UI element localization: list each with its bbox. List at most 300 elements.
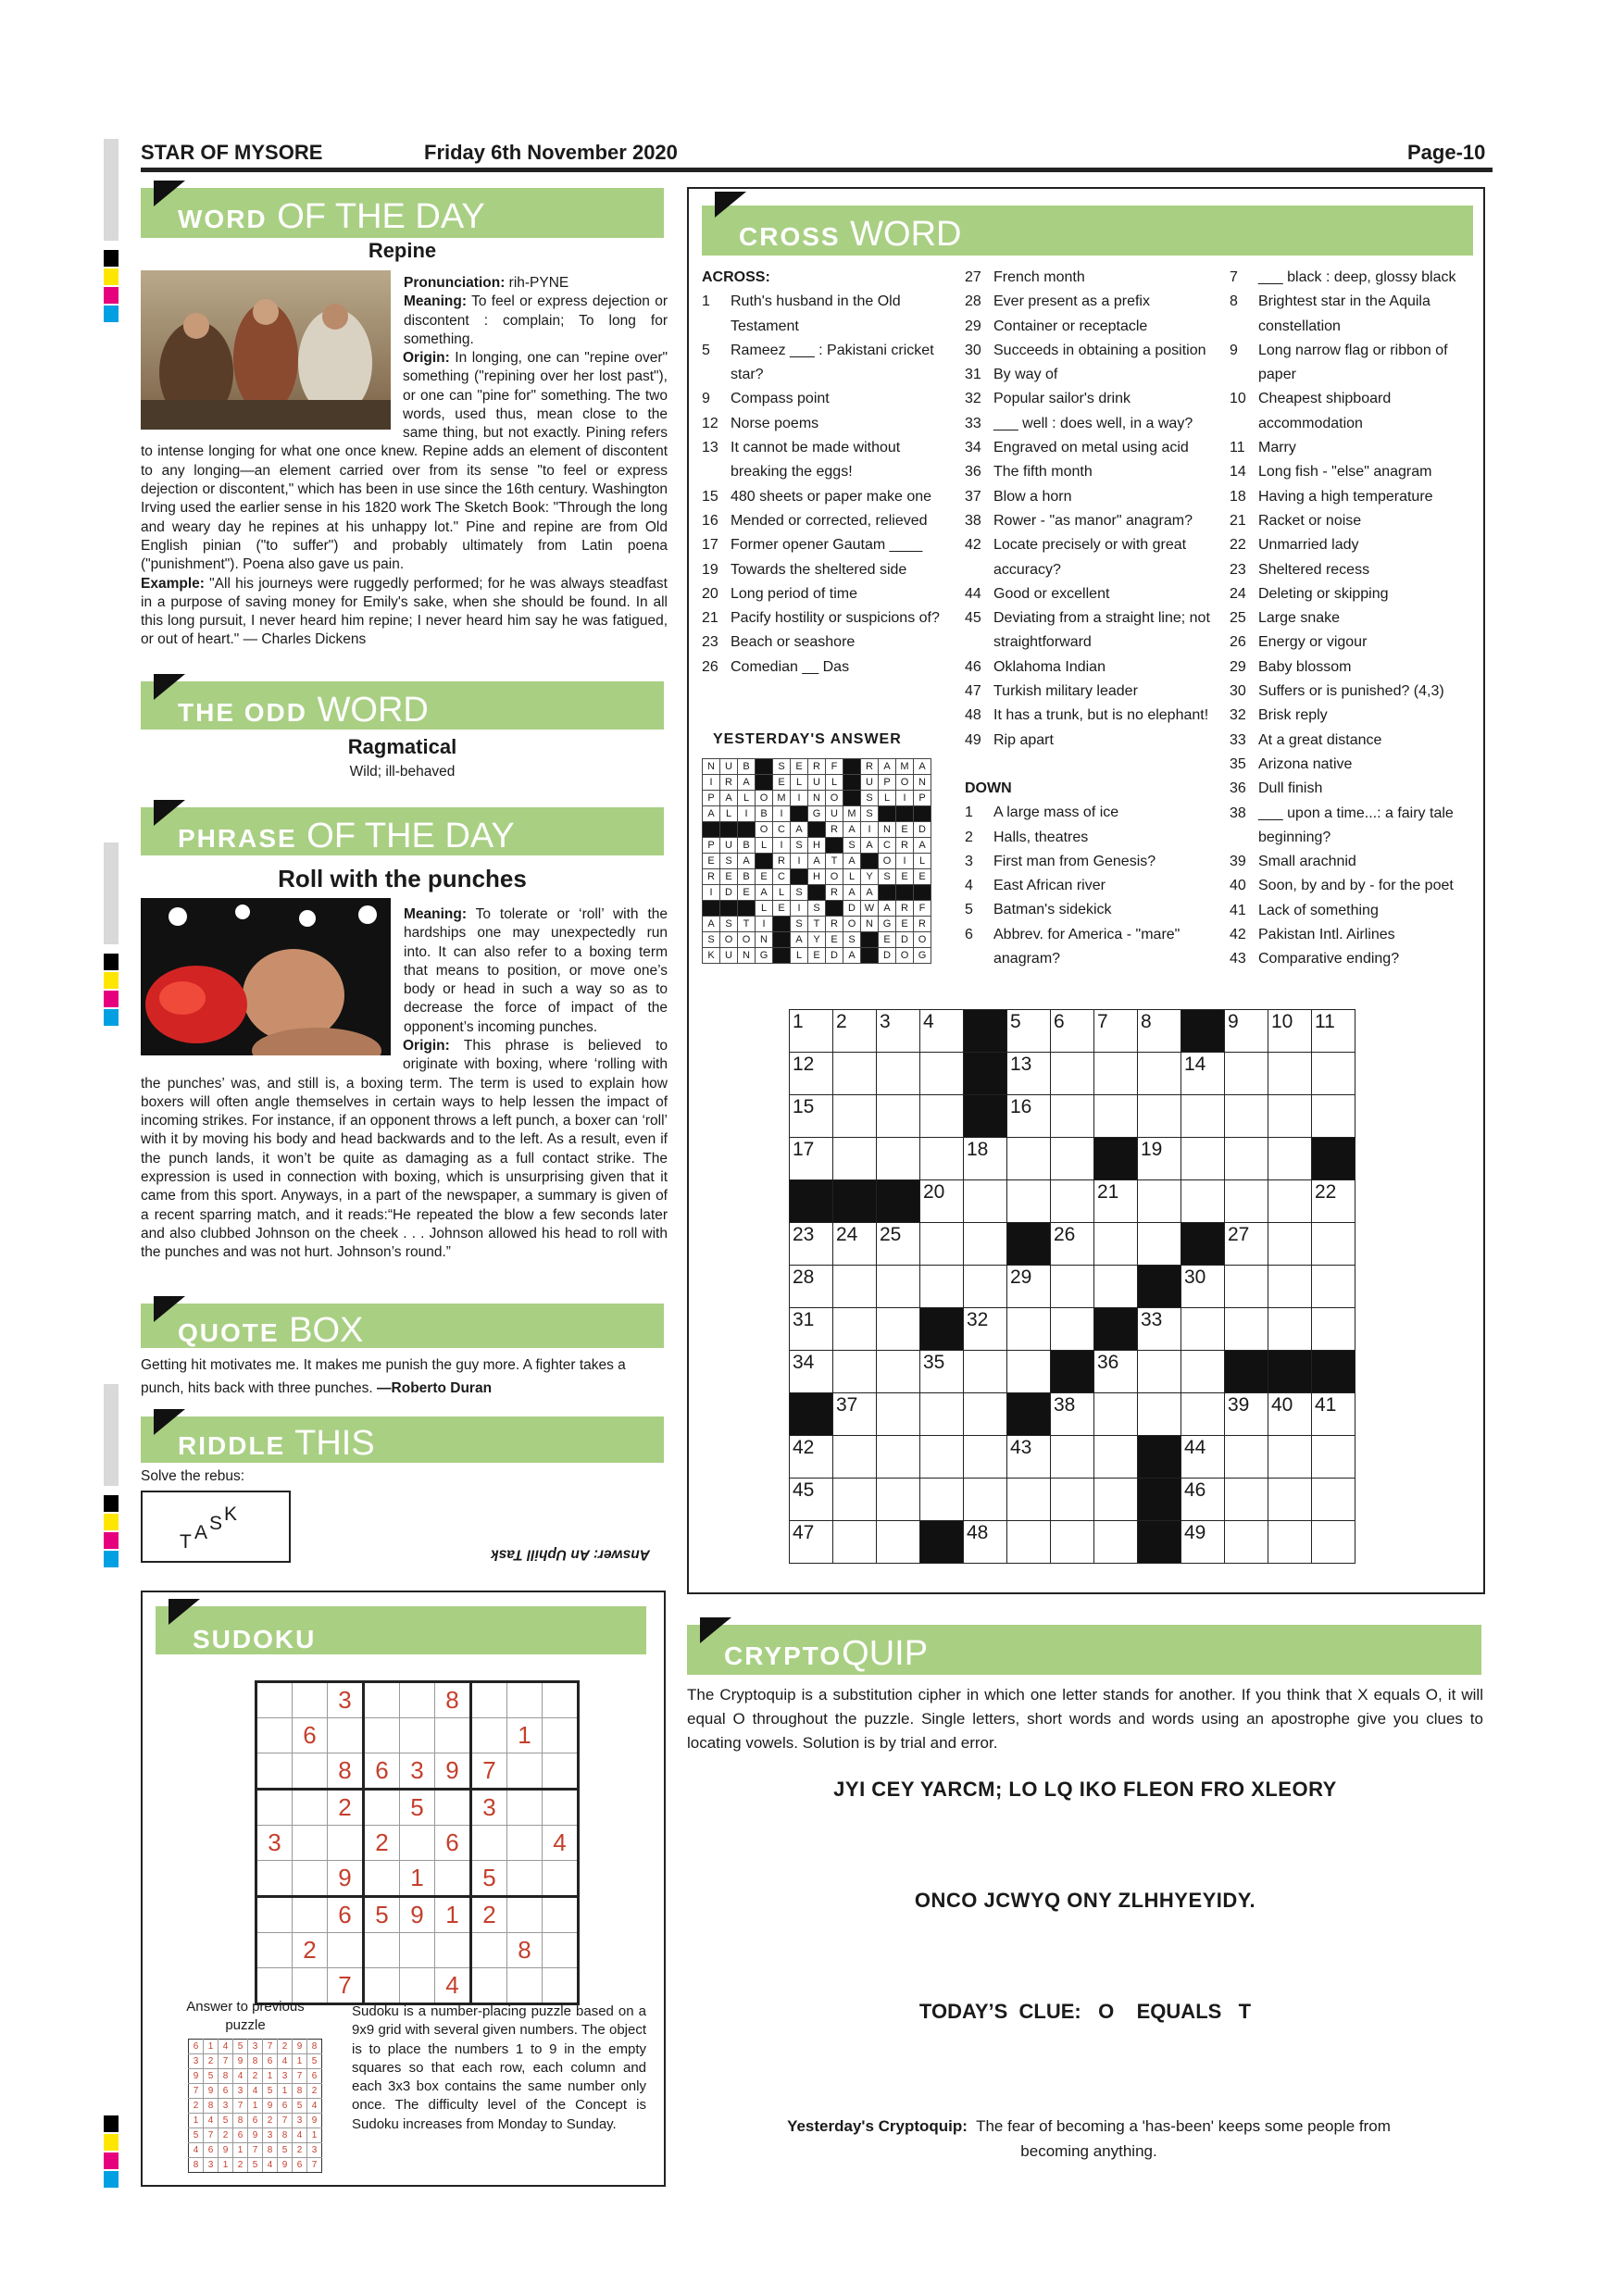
sudoku-cell[interactable] <box>293 1790 328 1826</box>
clue-item <box>1230 630 1480 655</box>
sudoku-cell: 4 <box>219 2040 233 2054</box>
crossword-cell[interactable] <box>1094 1479 1138 1521</box>
sudoku-cell: 4 <box>307 2099 322 2114</box>
sudoku-cell: 3 <box>293 2114 307 2128</box>
crossword-cell[interactable] <box>1312 1479 1355 1521</box>
crossword-cell[interactable] <box>1094 1351 1138 1393</box>
crossword-cell[interactable] <box>1138 1223 1181 1266</box>
sudoku-cell[interactable] <box>543 1968 579 2004</box>
clue-text: Deleting or skipping <box>1258 585 1389 602</box>
crossword-cell[interactable] <box>1268 1521 1312 1564</box>
crossword-cell[interactable] <box>1312 1521 1355 1564</box>
clue-number: 48 <box>965 707 981 724</box>
clue-number: 41 <box>1230 902 1246 918</box>
crossword-cell[interactable] <box>877 1521 920 1564</box>
crossword-cell[interactable] <box>1268 1053 1312 1095</box>
rebus-box <box>141 1491 291 1563</box>
crossword-cell[interactable] <box>1138 1138 1181 1180</box>
crossword-cell[interactable] <box>1225 1010 1268 1053</box>
clue-item <box>1230 582 1480 606</box>
crossword-cell[interactable] <box>833 1095 877 1138</box>
clue-number: 35 <box>1230 755 1246 772</box>
mini-letter-cell: L <box>826 775 843 791</box>
sudoku-cell[interactable] <box>328 1933 364 1968</box>
mini-letter-cell: A <box>720 791 738 806</box>
clue-item <box>702 339 954 388</box>
crossword-cell[interactable] <box>833 1308 877 1351</box>
sudoku-cell: 1 <box>263 2069 278 2084</box>
crossword-cell[interactable] <box>1181 1053 1225 1095</box>
sudoku-cell[interactable] <box>507 1861 543 1897</box>
mini-letter-cell: D <box>843 901 861 917</box>
crossword-cell[interactable] <box>964 1393 1007 1436</box>
mini-black-cell <box>914 806 931 822</box>
clue-item <box>965 704 1210 728</box>
cryptoquip-line-1: JYI CEY YARCM; LO LQ IKO FLEON FRO XLEORY <box>833 1778 1337 1801</box>
crossword-cell[interactable] <box>1138 1180 1181 1223</box>
crossword-cell[interactable] <box>1225 1095 1268 1138</box>
crossword-cell[interactable] <box>1312 1010 1355 1053</box>
crossword-cell[interactable] <box>1181 1138 1225 1180</box>
sudoku-cell: 7 <box>248 2143 263 2158</box>
crossword-cell[interactable] <box>920 1479 964 1521</box>
crossword-cell[interactable] <box>1225 1436 1268 1479</box>
sudoku-cell[interactable] <box>256 1933 293 1968</box>
mini-letter-cell: G <box>756 948 773 964</box>
crossword-cell[interactable] <box>877 1010 920 1053</box>
sudoku-cell[interactable] <box>293 1753 328 1790</box>
sudoku-cell[interactable] <box>471 1968 507 2004</box>
crossword-cell[interactable] <box>1051 1393 1094 1436</box>
crossword-cell[interactable] <box>790 1223 833 1266</box>
clue-text: Rower - "as manor" anagram? <box>993 512 1193 529</box>
crossword-cell[interactable] <box>877 1351 920 1393</box>
cell-number: 19 <box>1141 1139 1163 1160</box>
sudoku-cell[interactable] <box>507 1897 543 1933</box>
crossword-cell[interactable] <box>790 1095 833 1138</box>
sudoku-cell[interactable] <box>543 1753 579 1790</box>
sudoku-cell[interactable] <box>471 1826 507 1861</box>
sudoku-cell[interactable] <box>400 1826 435 1861</box>
clue-text: Baby blossom <box>1258 658 1352 675</box>
crossword-cell[interactable] <box>1051 1180 1094 1223</box>
crossword-cell[interactable] <box>833 1010 877 1053</box>
clue-item <box>1230 899 1480 923</box>
crossword-cell[interactable] <box>1225 1223 1268 1266</box>
clue-item <box>965 315 1210 339</box>
clue-number: 11 <box>1230 440 1245 456</box>
crossword-cell[interactable] <box>1051 1308 1094 1351</box>
crossword-cell[interactable] <box>920 1053 964 1095</box>
crossword-cell[interactable] <box>1094 1266 1138 1308</box>
crossword-cell[interactable] <box>1312 1436 1355 1479</box>
crossword-cell[interactable] <box>833 1436 877 1479</box>
sudoku-cell[interactable] <box>256 1682 293 1718</box>
sudoku-cell: 8 <box>435 1682 471 1718</box>
crossword-cell[interactable] <box>833 1223 877 1266</box>
sudoku-cell: 8 <box>328 1753 364 1790</box>
crossword-cell[interactable] <box>964 1351 1007 1393</box>
crossword-cell[interactable] <box>877 1223 920 1266</box>
crossword-cell[interactable] <box>1007 1479 1051 1521</box>
sudoku-cell[interactable] <box>256 1753 293 1790</box>
clue-text: Comparative ending? <box>1258 951 1400 967</box>
crossword-cell[interactable] <box>877 1266 920 1308</box>
crossword-cell[interactable] <box>877 1479 920 1521</box>
sudoku-cell[interactable] <box>435 1861 471 1897</box>
sudoku-cell: 4 <box>248 2084 263 2099</box>
crossword-cell[interactable] <box>1051 1521 1094 1564</box>
crossword-cell[interactable] <box>1312 1095 1355 1138</box>
riddle-band: RIDDLE THIS <box>141 1416 664 1463</box>
sudoku-cell[interactable] <box>543 1861 579 1897</box>
crossword-cell[interactable] <box>1094 1053 1138 1095</box>
black-swatch <box>104 2115 119 2132</box>
sudoku-cell[interactable] <box>293 1897 328 1933</box>
sudoku-cell[interactable] <box>364 1718 400 1753</box>
clue-item <box>965 680 1210 704</box>
crossword-cell[interactable] <box>877 1436 920 1479</box>
cell-number: 6 <box>1054 1011 1065 1032</box>
crossword-cell[interactable] <box>1094 1180 1138 1223</box>
crossword-cell[interactable] <box>1268 1308 1312 1351</box>
crossword-cell[interactable] <box>833 1521 877 1564</box>
sudoku-cell[interactable] <box>507 1968 543 2004</box>
crossword-cell[interactable] <box>1094 1223 1138 1266</box>
crossword-cell[interactable] <box>1225 1266 1268 1308</box>
sudoku-cell[interactable] <box>543 1790 579 1826</box>
crossword-cell[interactable] <box>1225 1521 1268 1564</box>
crossword-cell[interactable] <box>1007 1180 1051 1223</box>
crossword-cell[interactable] <box>1181 1266 1225 1308</box>
sudoku-cell[interactable] <box>471 1718 507 1753</box>
crossword-cell[interactable] <box>790 1053 833 1095</box>
clue-item <box>965 363 1210 387</box>
sudoku-cell[interactable] <box>256 1897 293 1933</box>
crossword-cell[interactable] <box>833 1393 877 1436</box>
sudoku-cell: 4 <box>278 2054 293 2069</box>
mini-letter-cell: N <box>861 917 879 932</box>
sudoku-cell[interactable] <box>364 1790 400 1826</box>
crossword-cell[interactable] <box>1181 1351 1225 1393</box>
crossword-cell[interactable] <box>1094 1436 1138 1479</box>
crossword-cell[interactable] <box>920 1393 964 1436</box>
sudoku-cell[interactable] <box>293 1682 328 1718</box>
crossword-cell[interactable] <box>790 1436 833 1479</box>
gray-bar <box>104 139 119 241</box>
crossword-cell[interactable] <box>1138 1010 1181 1053</box>
crossword-cell[interactable] <box>1268 1479 1312 1521</box>
sudoku-cell: 5 <box>219 2114 233 2128</box>
sudoku-cell[interactable] <box>507 1790 543 1826</box>
clue-item <box>1230 655 1480 680</box>
crossword-cell[interactable] <box>1181 1180 1225 1223</box>
crossword-cell[interactable] <box>877 1308 920 1351</box>
clue-number: 1 <box>702 293 710 310</box>
clue-item <box>1230 533 1480 557</box>
crossword-cell[interactable] <box>920 1180 964 1223</box>
crossword-cell[interactable] <box>1007 1138 1051 1180</box>
mini-letter-cell: U <box>826 806 843 822</box>
crossword-cell[interactable] <box>1225 1479 1268 1521</box>
sudoku-cell[interactable] <box>256 1861 293 1897</box>
crossword-cell[interactable] <box>920 1138 964 1180</box>
crossword-cell[interactable] <box>964 1138 1007 1180</box>
sudoku-cell[interactable] <box>364 1933 400 1968</box>
mini-letter-cell: R <box>826 822 843 838</box>
crossword-cell[interactable] <box>1138 1393 1181 1436</box>
crossword-cell[interactable] <box>1138 1095 1181 1138</box>
crossword-cell[interactable] <box>1268 1010 1312 1053</box>
sudoku-cell[interactable] <box>543 1933 579 1968</box>
crossword-cell[interactable] <box>1007 1266 1051 1308</box>
crossword-cell[interactable] <box>1181 1521 1225 1564</box>
crossword-cell[interactable] <box>877 1053 920 1095</box>
crossword-black-cell <box>1225 1351 1268 1393</box>
crossword-cell[interactable] <box>1051 1053 1094 1095</box>
crossword-cell[interactable] <box>964 1180 1007 1223</box>
mini-letter-cell: B <box>738 759 756 775</box>
sudoku-cell[interactable] <box>364 1968 400 2004</box>
sudoku-cell[interactable] <box>543 1897 579 1933</box>
crossword-cell[interactable] <box>1181 1393 1225 1436</box>
clue-number: 40 <box>1230 878 1246 894</box>
mini-letter-cell: O <box>756 791 773 806</box>
sudoku-cell[interactable] <box>543 1682 579 1718</box>
crossword-cell[interactable] <box>1181 1308 1225 1351</box>
crossword-cell[interactable] <box>833 1138 877 1180</box>
crossword-cell[interactable] <box>1051 1223 1094 1266</box>
crossword-black-cell <box>1051 1351 1094 1393</box>
sudoku-cell[interactable] <box>364 1861 400 1897</box>
clue-number: 10 <box>1230 391 1246 407</box>
clue-number: 26 <box>1230 634 1246 651</box>
sudoku-cell[interactable] <box>364 1682 400 1718</box>
clue-text: Ruth's husband in the Old Testament <box>731 293 901 334</box>
clue-text: Brightest star in the Aquila constellation <box>1258 293 1430 334</box>
sudoku-cell[interactable] <box>256 1790 293 1826</box>
sudoku-cell: 9 <box>278 2158 293 2173</box>
sudoku-cell[interactable] <box>471 1933 507 1968</box>
sudoku-cell[interactable] <box>328 1718 364 1753</box>
crossword-cell[interactable] <box>1268 1266 1312 1308</box>
sudoku-cell[interactable] <box>507 1682 543 1718</box>
crossword-cell[interactable] <box>1268 1095 1312 1138</box>
crossword-cell[interactable] <box>1268 1180 1312 1223</box>
crossword-cell[interactable] <box>1138 1053 1181 1095</box>
clue-text: Blow a horn <box>993 488 1072 505</box>
crossword-cell[interactable] <box>1051 1436 1094 1479</box>
cell-number: 32 <box>967 1309 989 1330</box>
crossword-cell[interactable] <box>1051 1010 1094 1053</box>
crossword-cell[interactable] <box>833 1053 877 1095</box>
crossword-cell[interactable] <box>1094 1521 1138 1564</box>
crossword-cell[interactable] <box>1225 1308 1268 1351</box>
sudoku-cell: 7 <box>263 2040 278 2054</box>
clue-number: 4 <box>965 878 973 894</box>
sudoku-cell[interactable] <box>256 1718 293 1753</box>
crossword-cell[interactable] <box>1051 1266 1094 1308</box>
crossword-cell[interactable] <box>1138 1308 1181 1351</box>
sudoku-cell: 1 <box>248 2099 263 2114</box>
clue-number: 37 <box>965 488 981 505</box>
sudoku-cell[interactable] <box>400 1933 435 1968</box>
crossword-cell[interactable] <box>1007 1351 1051 1393</box>
crossword-cell[interactable] <box>920 1266 964 1308</box>
mini-letter-cell: L <box>879 791 896 806</box>
word-origin-block: Origin: In longing, one can "repine over" something ("repining over her lost past"), or one can "pine for" something. The two words, used thus, mean close to the same thing, but not exactly. Pining refers to intense longing for what one once knew. Repine adds an element of discontent to any longing—an element carried over from its sense "to feel or express dejection or discontent," which has been in use since the 16th century. Washington Irving used the earlier sense in his 1820 work The Sketch Book: "Through the long and weary day he repines at his unhappy lot." Pine and repine are from Old English pinian ("to suffer") and probably ultimately from Latin poena ("punishment"). Poena also gave us pain. Example: "All his journeys were ruggedly performed; for he was always steadfast in a purpose of saving money for Emily's sake, when she should be found. In all this long pursuit, I never heard him repine; I never heard him say he was fatigued, or out of heart." — Charles Dickens <box>141 350 668 648</box>
sudoku-cell[interactable] <box>471 1682 507 1718</box>
sudoku-cell[interactable] <box>435 1718 471 1753</box>
cell-number: 49 <box>1184 1522 1206 1543</box>
mini-letter-cell: N <box>756 932 773 948</box>
crossword-cell[interactable] <box>1007 1308 1051 1351</box>
crossword-cell[interactable] <box>964 1436 1007 1479</box>
cell-number: 8 <box>1141 1011 1152 1032</box>
sudoku-cell: 8 <box>263 2143 278 2158</box>
crossword-cell[interactable] <box>1268 1436 1312 1479</box>
clue-item <box>702 582 954 606</box>
crossword-cell[interactable] <box>790 1521 833 1564</box>
crossword-cell[interactable] <box>1051 1479 1094 1521</box>
crossword-cell[interactable] <box>1312 1180 1355 1223</box>
crossword-cell[interactable] <box>790 1479 833 1521</box>
crossword-cell[interactable] <box>1312 1308 1355 1351</box>
sudoku-cell: 9 <box>233 2054 248 2069</box>
sudoku-cell: 9 <box>307 2114 322 2128</box>
crossword-cell[interactable] <box>833 1266 877 1308</box>
sudoku-cell: 1 <box>293 2054 307 2069</box>
cell-number: 10 <box>1271 1011 1293 1032</box>
crossword-cell[interactable] <box>964 1266 1007 1308</box>
mini-letter-cell: E <box>879 932 896 948</box>
clue-number: 24 <box>1230 585 1246 602</box>
word-title: Repine <box>368 239 437 262</box>
clue-number: 17 <box>702 537 718 554</box>
crossword-cell[interactable] <box>1268 1223 1312 1266</box>
mini-letter-cell: U <box>720 948 738 964</box>
crossword-cell[interactable] <box>920 1436 964 1479</box>
crossword-cell[interactable] <box>1094 1095 1138 1138</box>
crossword-cell[interactable] <box>964 1521 1007 1564</box>
crossword-black-cell <box>1138 1436 1181 1479</box>
crossword-cell[interactable] <box>1181 1095 1225 1138</box>
clue-item <box>702 533 954 557</box>
paper-name: STAR OF MYSORE <box>141 141 323 164</box>
crossword-cell[interactable] <box>1007 1095 1051 1138</box>
crossword-cell[interactable] <box>1138 1351 1181 1393</box>
crossword-cell[interactable] <box>1094 1393 1138 1436</box>
crossword-cell[interactable] <box>877 1393 920 1436</box>
clue-item <box>965 923 1210 972</box>
crossword-cell[interactable] <box>1312 1223 1355 1266</box>
mini-black-cell <box>703 822 720 838</box>
magenta-swatch <box>104 1532 119 1549</box>
crossword-cell[interactable] <box>1007 1436 1051 1479</box>
crossword-cell[interactable] <box>1225 1053 1268 1095</box>
cell-number: 47 <box>793 1522 815 1543</box>
crossword-cell[interactable] <box>790 1138 833 1180</box>
crossword-black-cell <box>1268 1351 1312 1393</box>
crossword-cell[interactable] <box>920 1223 964 1266</box>
crossword-cell[interactable] <box>920 1010 964 1053</box>
crossword-cell[interactable] <box>833 1351 877 1393</box>
clue-text: Having a high temperature <box>1258 488 1433 505</box>
sudoku-cell: 6 <box>293 2158 307 2173</box>
clue-item <box>965 460 1210 484</box>
sudoku-cell[interactable] <box>293 1826 328 1861</box>
crossword-cell[interactable] <box>1268 1138 1312 1180</box>
sudoku-cell[interactable] <box>507 1753 543 1790</box>
crossword-cell[interactable] <box>964 1479 1007 1521</box>
crossword-cell[interactable] <box>1181 1436 1225 1479</box>
sudoku-cell[interactable] <box>435 1933 471 1968</box>
crossword-black-cell <box>1312 1138 1355 1180</box>
sudoku-cell[interactable] <box>293 1861 328 1897</box>
crossword-cell[interactable] <box>920 1351 964 1393</box>
crossword-cell[interactable] <box>877 1138 920 1180</box>
crossword-cell[interactable] <box>1312 1393 1355 1436</box>
clue-text: The fifth month <box>993 464 1093 480</box>
yesterday-answer-grid <box>702 758 931 964</box>
crossword-cell[interactable] <box>790 1351 833 1393</box>
clue-item <box>965 606 1210 655</box>
mini-letter-cell: E <box>896 917 914 932</box>
crossword-cell[interactable] <box>790 1010 833 1053</box>
clue-text: Sheltered recess <box>1258 561 1370 578</box>
crossword-cell[interactable] <box>1312 1266 1355 1308</box>
mini-letter-cell: A <box>791 932 808 948</box>
sudoku-cell: 1 <box>507 1718 543 1753</box>
sudoku-cell[interactable] <box>400 1968 435 2004</box>
crossword-cell[interactable] <box>1268 1393 1312 1436</box>
crossword-cell[interactable] <box>964 1223 1007 1266</box>
crossword-cell[interactable] <box>920 1095 964 1138</box>
sudoku-cell: 3 <box>248 2040 263 2054</box>
crossword-cell[interactable] <box>1007 1010 1051 1053</box>
sudoku-cell[interactable] <box>507 1826 543 1861</box>
yellow-swatch <box>104 972 119 989</box>
crossword-cell[interactable] <box>1312 1053 1355 1095</box>
crossword-cell[interactable] <box>790 1266 833 1308</box>
crossword-cell[interactable] <box>964 1308 1007 1351</box>
sudoku-cell[interactable] <box>435 1790 471 1826</box>
crossword-cell[interactable] <box>1051 1095 1094 1138</box>
crossword-cell[interactable] <box>833 1479 877 1521</box>
crossword-cell[interactable] <box>1181 1479 1225 1521</box>
crossword-cell[interactable] <box>877 1095 920 1138</box>
crossword-cell[interactable] <box>1225 1138 1268 1180</box>
mini-black-cell <box>720 901 738 917</box>
sudoku-cell[interactable] <box>543 1718 579 1753</box>
crossword-cell[interactable] <box>790 1308 833 1351</box>
sudoku-cell[interactable] <box>400 1718 435 1753</box>
crossword-cell[interactable] <box>1007 1053 1051 1095</box>
crossword-cell[interactable] <box>1094 1010 1138 1053</box>
crossword-cell[interactable] <box>1225 1180 1268 1223</box>
sudoku-cell[interactable] <box>328 1826 364 1861</box>
sudoku-cell: 9 <box>328 1861 364 1897</box>
clue-item <box>965 436 1210 460</box>
crossword-cell[interactable] <box>1007 1521 1051 1564</box>
rebus-letter: S <box>209 1513 223 1534</box>
sudoku-cell: 9 <box>204 2084 219 2099</box>
mini-black-cell <box>843 759 861 775</box>
crossword-cell[interactable] <box>1051 1138 1094 1180</box>
crossword-cell[interactable] <box>1225 1393 1268 1436</box>
clue-text: Ever present as a prefix <box>993 293 1150 310</box>
sudoku-cell[interactable] <box>400 1682 435 1718</box>
